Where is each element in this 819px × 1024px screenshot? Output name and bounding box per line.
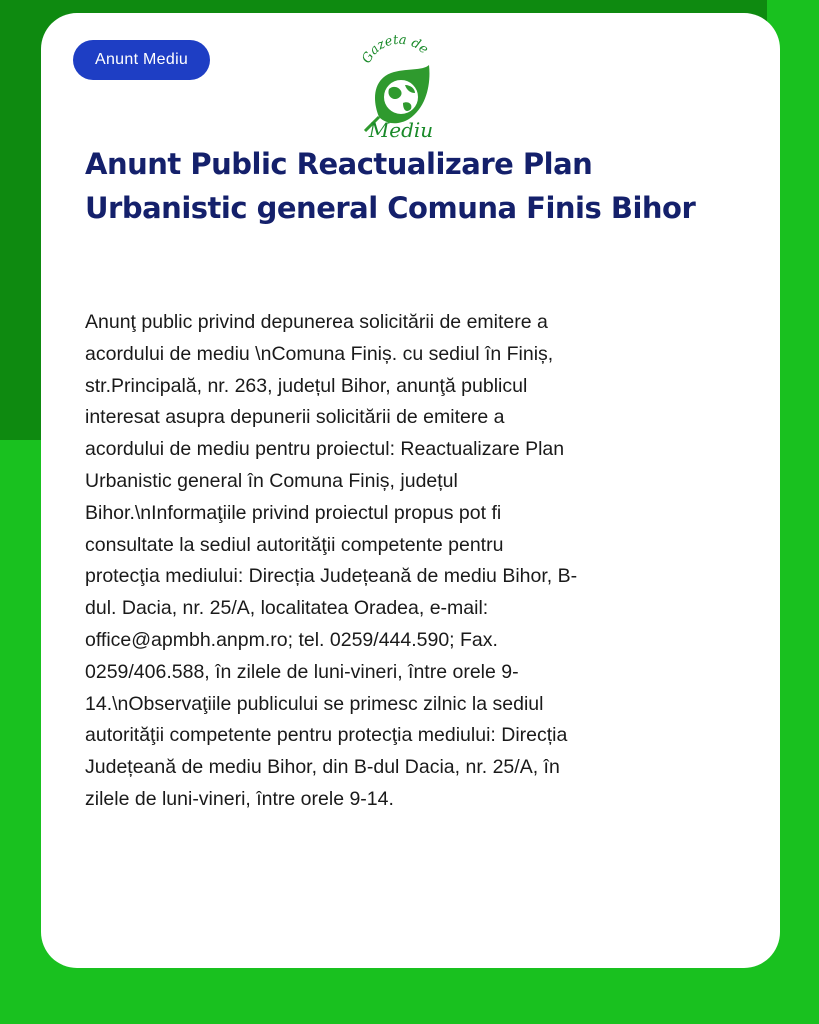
- article-body-line: consultate la sediul autorităţii competente pentru: [85, 533, 504, 556]
- globe-leaf-icon: [349, 27, 449, 145]
- article-body-line: str.Principală, nr. 263, județul Bihor, anunţă publicul: [85, 374, 528, 397]
- article-body-line: zilele de luni-vineri, între orele 9-14.: [85, 787, 394, 810]
- article-body-line: 14.\nObservaţiile publicului se primesc zilnic la sediul: [85, 692, 544, 715]
- article-title: Anunt Public Reactualizare Plan Urbanistic general Comuna Finis Bihor: [85, 147, 696, 225]
- logo-text-top: Gazeta de: [359, 32, 432, 67]
- gazeta-de-mediu-logo: [349, 27, 449, 145]
- article-body: [85, 307, 745, 816]
- svg-text:Gazeta de: [359, 33, 431, 67]
- article-body-line: Urbanistic general în Comuna Finiș, județul: [85, 469, 458, 492]
- article-body-line: acordului de mediu \nComuna Finiș. cu sediul în Finiș,: [85, 342, 554, 365]
- article-body-line: Anunţ public privind depunerea solicitării de emitere a: [85, 311, 548, 333]
- article-body-line: office@apmbh.anpm.ro; tel. 0259/444.590; Fax.: [85, 628, 498, 651]
- article-body-line: dul. Dacia, nr. 25/A, localitatea Oradea, e-mail:: [85, 597, 489, 620]
- article-body-line: interesat asupra depunerii solicitării de emitere a: [85, 406, 505, 429]
- article-body-line: 0259/406.588, în zilele de luni-vineri, între orele 9-: [85, 660, 519, 683]
- category-badge[interactable]: Anunt Mediu: [73, 40, 210, 80]
- article-body-line: Județeană de mediu Bihor, din B-dul Dacia, nr. 25/A, în: [85, 756, 560, 779]
- article-body-line: autorităţii competente pentru protecţia mediului: Direcția: [85, 724, 568, 747]
- article-body-line: Bihor.\nInformaţiile privind proiectul propus pot fi: [85, 501, 502, 524]
- article-body-line: protecţia mediului: Direcția Județeană de mediu Bihor, B-: [85, 565, 578, 588]
- announcement-card: [41, 13, 780, 968]
- logo-text-bottom: Mediu: [368, 118, 434, 142]
- article-body-line: acordului de mediu pentru proiectul: Reactualizare Plan: [85, 438, 565, 461]
